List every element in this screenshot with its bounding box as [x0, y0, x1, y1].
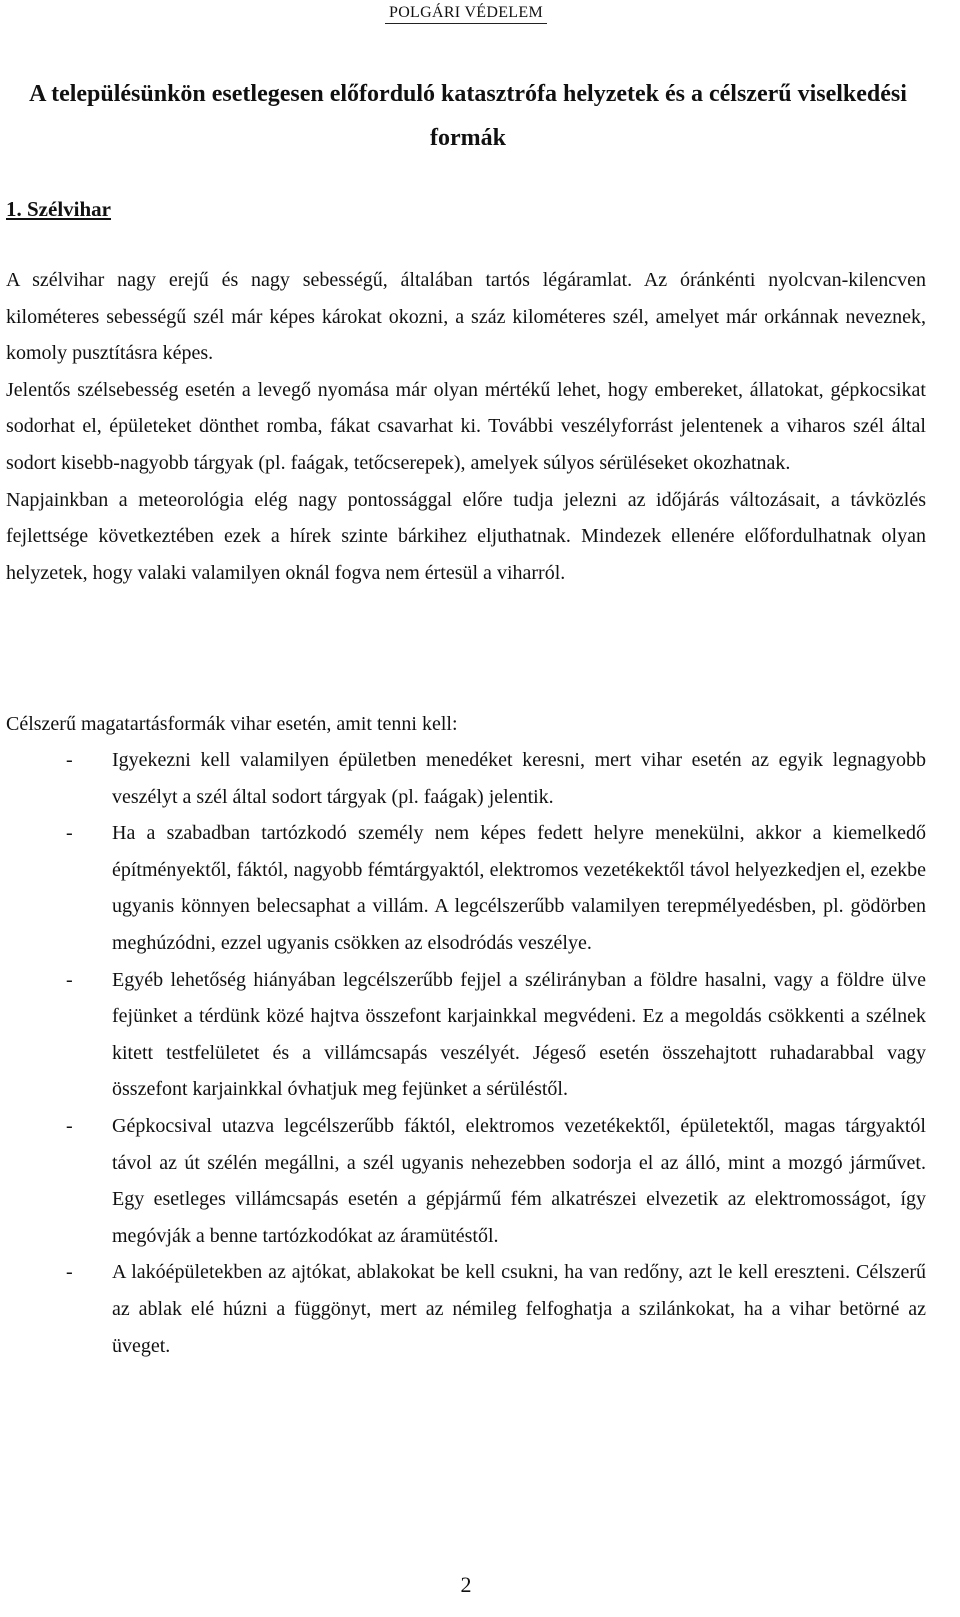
bullet-dash: - [66, 1261, 73, 1284]
advice-list [6, 742, 926, 1364]
running-header-text: POLGÁRI VÉDELEM [385, 4, 547, 24]
document-title: A településünkön esetlegesen előforduló katasztrófa helyzetek és a célszerű viselkedési formák [29, 81, 907, 151]
bullet-dash: - [66, 749, 73, 771]
intro-paragraphs [6, 262, 926, 591]
list-item [6, 815, 926, 961]
list-item-text: Gépkocsival utazva legcélszerűbb fáktól, elektromos vezetékektől, épületektől, magas tárgyaktól távol az út szélén megállni, a szél ugyanis nehezebben sodorja el az álló, mint a mozgó járművet. Egy esetleges villámcsapás esetén a gépjármű fém alkatrészei elvezetik az elektromosságot, így megóvják a benne tartózkodókat az áramütéstől. [112, 1114, 926, 1247]
list-item-text: Ha a szabadban tartózkodó személy nem képes fedett helyre menekülni, akkor a kiemelkedő építményektől, fáktól, nagyobb fémtárgyaktól, elektromos vezetékektől távol helyezkedjen el, ezekbe ugyanis könnyen belecsaphat a villám. A legcélszerűbb valamilyen terepmélyedésben, pl. gödörben meghúzódni, ezzel ugyanis csökken az elsodródás veszélye. [112, 822, 926, 954]
advice-lead-text: Célszerű magatartásformák vihar esetén, amit tenni kell: [6, 713, 458, 735]
running-header [0, 4, 932, 24]
advice-lead [6, 706, 926, 743]
paragraph: Jelentős szélsebesség esetén a levegő nyomása már olyan mértékű lehet, hogy embereket, állatokat, gépkocsikat sodorhat el, épületeket dönthet romba, fákat csavarhat ki. További veszélyforrást jelentenek a viharos szél által sodort kisebb-nagyobb tárgyak (pl. faágak, tetőcserepek), amelyek súlyos sérüléseket okozhatnak. [6, 378, 926, 474]
bullet-dash: - [66, 1114, 73, 1137]
list-item [6, 1108, 926, 1254]
bullet-dash: - [66, 822, 73, 845]
bullet-dash: - [66, 968, 73, 991]
list-item [6, 742, 926, 815]
section-heading: 1. Szélvihar [6, 197, 111, 221]
paragraph: A szélvihar nagy erejű és nagy sebességű, általában tartós légáramlat. Az óránkénti nyolcvan-kilencven kilométeres sebességű szél már képes károkat okozni, a száz kilométeres szél, amelyet már orkánnak neveznek, komoly pusztításra képes. [6, 269, 926, 365]
list-item-text: Egyéb lehetőség hiányában legcélszerűbb fejjel a szélirányban a földre hasalni, vagy a földre ülve fejünket a térdünk közé hajtva összefont karjainkkal megvédeni. Ez a megoldás csökkenti a szélnek kitett testfelületet és a villámcsapás veszélyét. Jégeső esetén összehajtott ruhadarabbal vagy összefont karjainkkal óvhatjuk meg fejünket a sérüléstől. [112, 968, 926, 1101]
list-item-text: Igyekezni kell valamilyen épületben menedéket keresni, mert vihar esetén az egyik legnagyobb veszélyt a szél által sodort tárgyak (pl. faágak) jelentik. [112, 749, 926, 808]
paragraph: Napjainkban a meteorológia elég nagy pontossággal előre tudja jelezni az időjárás változásait, a távközlés fejlettsége következtében ezek a hírek szinte bárkihez eljuthatnak. Mindezek ellenére előfordulhatnak olyan helyzetek, hogy valaki valamilyen oknál fogva nem értesül a viharról. [6, 488, 926, 584]
page-number: 2 [460, 1572, 472, 1597]
list-item [6, 962, 926, 1108]
list-item-text: A lakóépületekben az ajtókat, ablakokat be kell csukni, ha van redőny, azt le kell ereszteni. Célszerű az ablak elé húzni a függönyt, mert az némileg felfoghatja a szilánkokat, ha a vihar betörné az üveget. [112, 1261, 926, 1357]
list-item [6, 1254, 926, 1364]
